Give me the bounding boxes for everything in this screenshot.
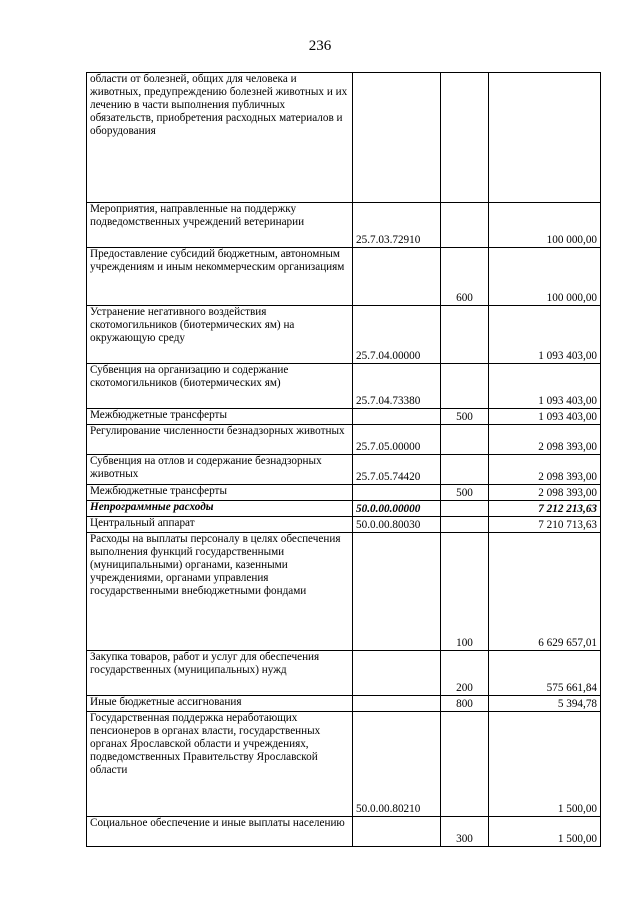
row-code-cell bbox=[353, 485, 441, 501]
row-code-cell: 25.7.04.73380 bbox=[353, 364, 441, 409]
row-code-cell bbox=[353, 248, 441, 306]
row-name-cell: Иные бюджетные ассигнования bbox=[87, 696, 353, 712]
budget-table bbox=[86, 72, 601, 847]
row-name-cell: Устранение негативного воздействия скотомогильников (биотермических ям) на окружающую среду bbox=[87, 306, 353, 364]
table-row bbox=[87, 306, 601, 364]
row-name-cell: Социальное обеспечение и иные выплаты населению bbox=[87, 817, 353, 847]
row-name-cell: области от болезней, общих для человека и животных, предупреждению болезней животных и их лечению в части выполнения публичных обязательств, приобретения расходных материалов и оборудования bbox=[87, 73, 353, 203]
row-amount-cell: 5 394,78 bbox=[489, 696, 601, 712]
row-name-cell: Предоставление субсидий бюджетным, автономным учреждениям и иным некоммерческим организациям bbox=[87, 248, 353, 306]
row-type-cell: 100 bbox=[441, 533, 489, 651]
table-row bbox=[87, 485, 601, 501]
row-code-cell bbox=[353, 651, 441, 696]
row-code-cell: 25.7.03.72910 bbox=[353, 203, 441, 248]
row-type-cell: 200 bbox=[441, 651, 489, 696]
row-code-cell: 25.7.05.00000 bbox=[353, 425, 441, 455]
row-type-cell: 500 bbox=[441, 409, 489, 425]
row-amount-cell: 1 093 403,00 bbox=[489, 409, 601, 425]
table-row bbox=[87, 817, 601, 847]
row-name-cell: Расходы на выплаты персоналу в целях обеспечения выполнения функций государственными (муниципальными) органами, казенными учреждениями, органами управления государственными внебюджетными фондами bbox=[87, 533, 353, 651]
row-amount-cell: 2 098 393,00 bbox=[489, 455, 601, 485]
row-type-cell bbox=[441, 73, 489, 203]
row-type-cell bbox=[441, 203, 489, 248]
table-row bbox=[87, 248, 601, 306]
row-amount-cell: 1 500,00 bbox=[489, 817, 601, 847]
row-name-cell: Регулирование численности безнадзорных животных bbox=[87, 425, 353, 455]
row-type-cell bbox=[441, 501, 489, 517]
row-name-cell: Межбюджетные трансферты bbox=[87, 409, 353, 425]
row-type-cell: 500 bbox=[441, 485, 489, 501]
row-code-cell bbox=[353, 696, 441, 712]
row-code-cell: 50.0.00.80030 bbox=[353, 517, 441, 533]
row-amount-cell: 2 098 393,00 bbox=[489, 425, 601, 455]
table-row bbox=[87, 73, 601, 203]
row-code-cell: 25.7.04.00000 bbox=[353, 306, 441, 364]
row-amount-cell bbox=[489, 73, 601, 203]
budget-table-body bbox=[87, 73, 601, 847]
row-amount-cell: 575 661,84 bbox=[489, 651, 601, 696]
table-row bbox=[87, 696, 601, 712]
row-amount-cell: 1 093 403,00 bbox=[489, 364, 601, 409]
row-amount-cell: 100 000,00 bbox=[489, 203, 601, 248]
row-amount-cell: 1 500,00 bbox=[489, 712, 601, 817]
row-amount-cell: 7 212 213,63 bbox=[489, 501, 601, 517]
row-code-cell bbox=[353, 73, 441, 203]
row-code-cell bbox=[353, 409, 441, 425]
row-type-cell: 600 bbox=[441, 248, 489, 306]
table-row bbox=[87, 455, 601, 485]
row-amount-cell: 100 000,00 bbox=[489, 248, 601, 306]
row-name-cell: Субвенция на отлов и содержание безнадзорных животных bbox=[87, 455, 353, 485]
row-amount-cell: 1 093 403,00 bbox=[489, 306, 601, 364]
table-row bbox=[87, 712, 601, 817]
table-row bbox=[87, 425, 601, 455]
row-type-cell bbox=[441, 425, 489, 455]
row-name-cell: Государственная поддержка неработающих пенсионеров в органах власти, государственных органах Ярославской области и учреждениях, подведомственных Правительству Ярославской области bbox=[87, 712, 353, 817]
row-name-cell: Межбюджетные трансферты bbox=[87, 485, 353, 501]
row-name-cell: Закупка товаров, работ и услуг для обеспечения государственных (муниципальных) нужд bbox=[87, 651, 353, 696]
row-code-cell: 50.0.00.80210 bbox=[353, 712, 441, 817]
row-type-cell bbox=[441, 517, 489, 533]
table-row bbox=[87, 409, 601, 425]
table-row bbox=[87, 517, 601, 533]
row-type-cell: 800 bbox=[441, 696, 489, 712]
table-row bbox=[87, 203, 601, 248]
table-row bbox=[87, 533, 601, 651]
row-type-cell: 300 bbox=[441, 817, 489, 847]
row-name-cell: Субвенция на организацию и содержание скотомогильников (биотермических ям) bbox=[87, 364, 353, 409]
page-number: 236 bbox=[308, 38, 332, 54]
row-type-cell bbox=[441, 712, 489, 817]
row-name-cell: Мероприятия, направленные на поддержку подведомственных учреждений ветеринарии bbox=[87, 203, 353, 248]
row-type-cell bbox=[441, 455, 489, 485]
table-row bbox=[87, 501, 601, 517]
row-code-cell: 25.7.05.74420 bbox=[353, 455, 441, 485]
row-code-cell: 50.0.00.00000 bbox=[353, 501, 441, 517]
row-code-cell bbox=[353, 817, 441, 847]
table-row bbox=[87, 651, 601, 696]
table-row bbox=[87, 364, 601, 409]
row-amount-cell: 6 629 657,01 bbox=[489, 533, 601, 651]
row-type-cell bbox=[441, 364, 489, 409]
row-name-cell: Центральный аппарат bbox=[87, 517, 353, 533]
row-amount-cell: 7 210 713,63 bbox=[489, 517, 601, 533]
row-code-cell bbox=[353, 533, 441, 651]
row-name-cell: Непрограммные расходы bbox=[87, 501, 353, 517]
row-type-cell bbox=[441, 306, 489, 364]
row-amount-cell: 2 098 393,00 bbox=[489, 485, 601, 501]
